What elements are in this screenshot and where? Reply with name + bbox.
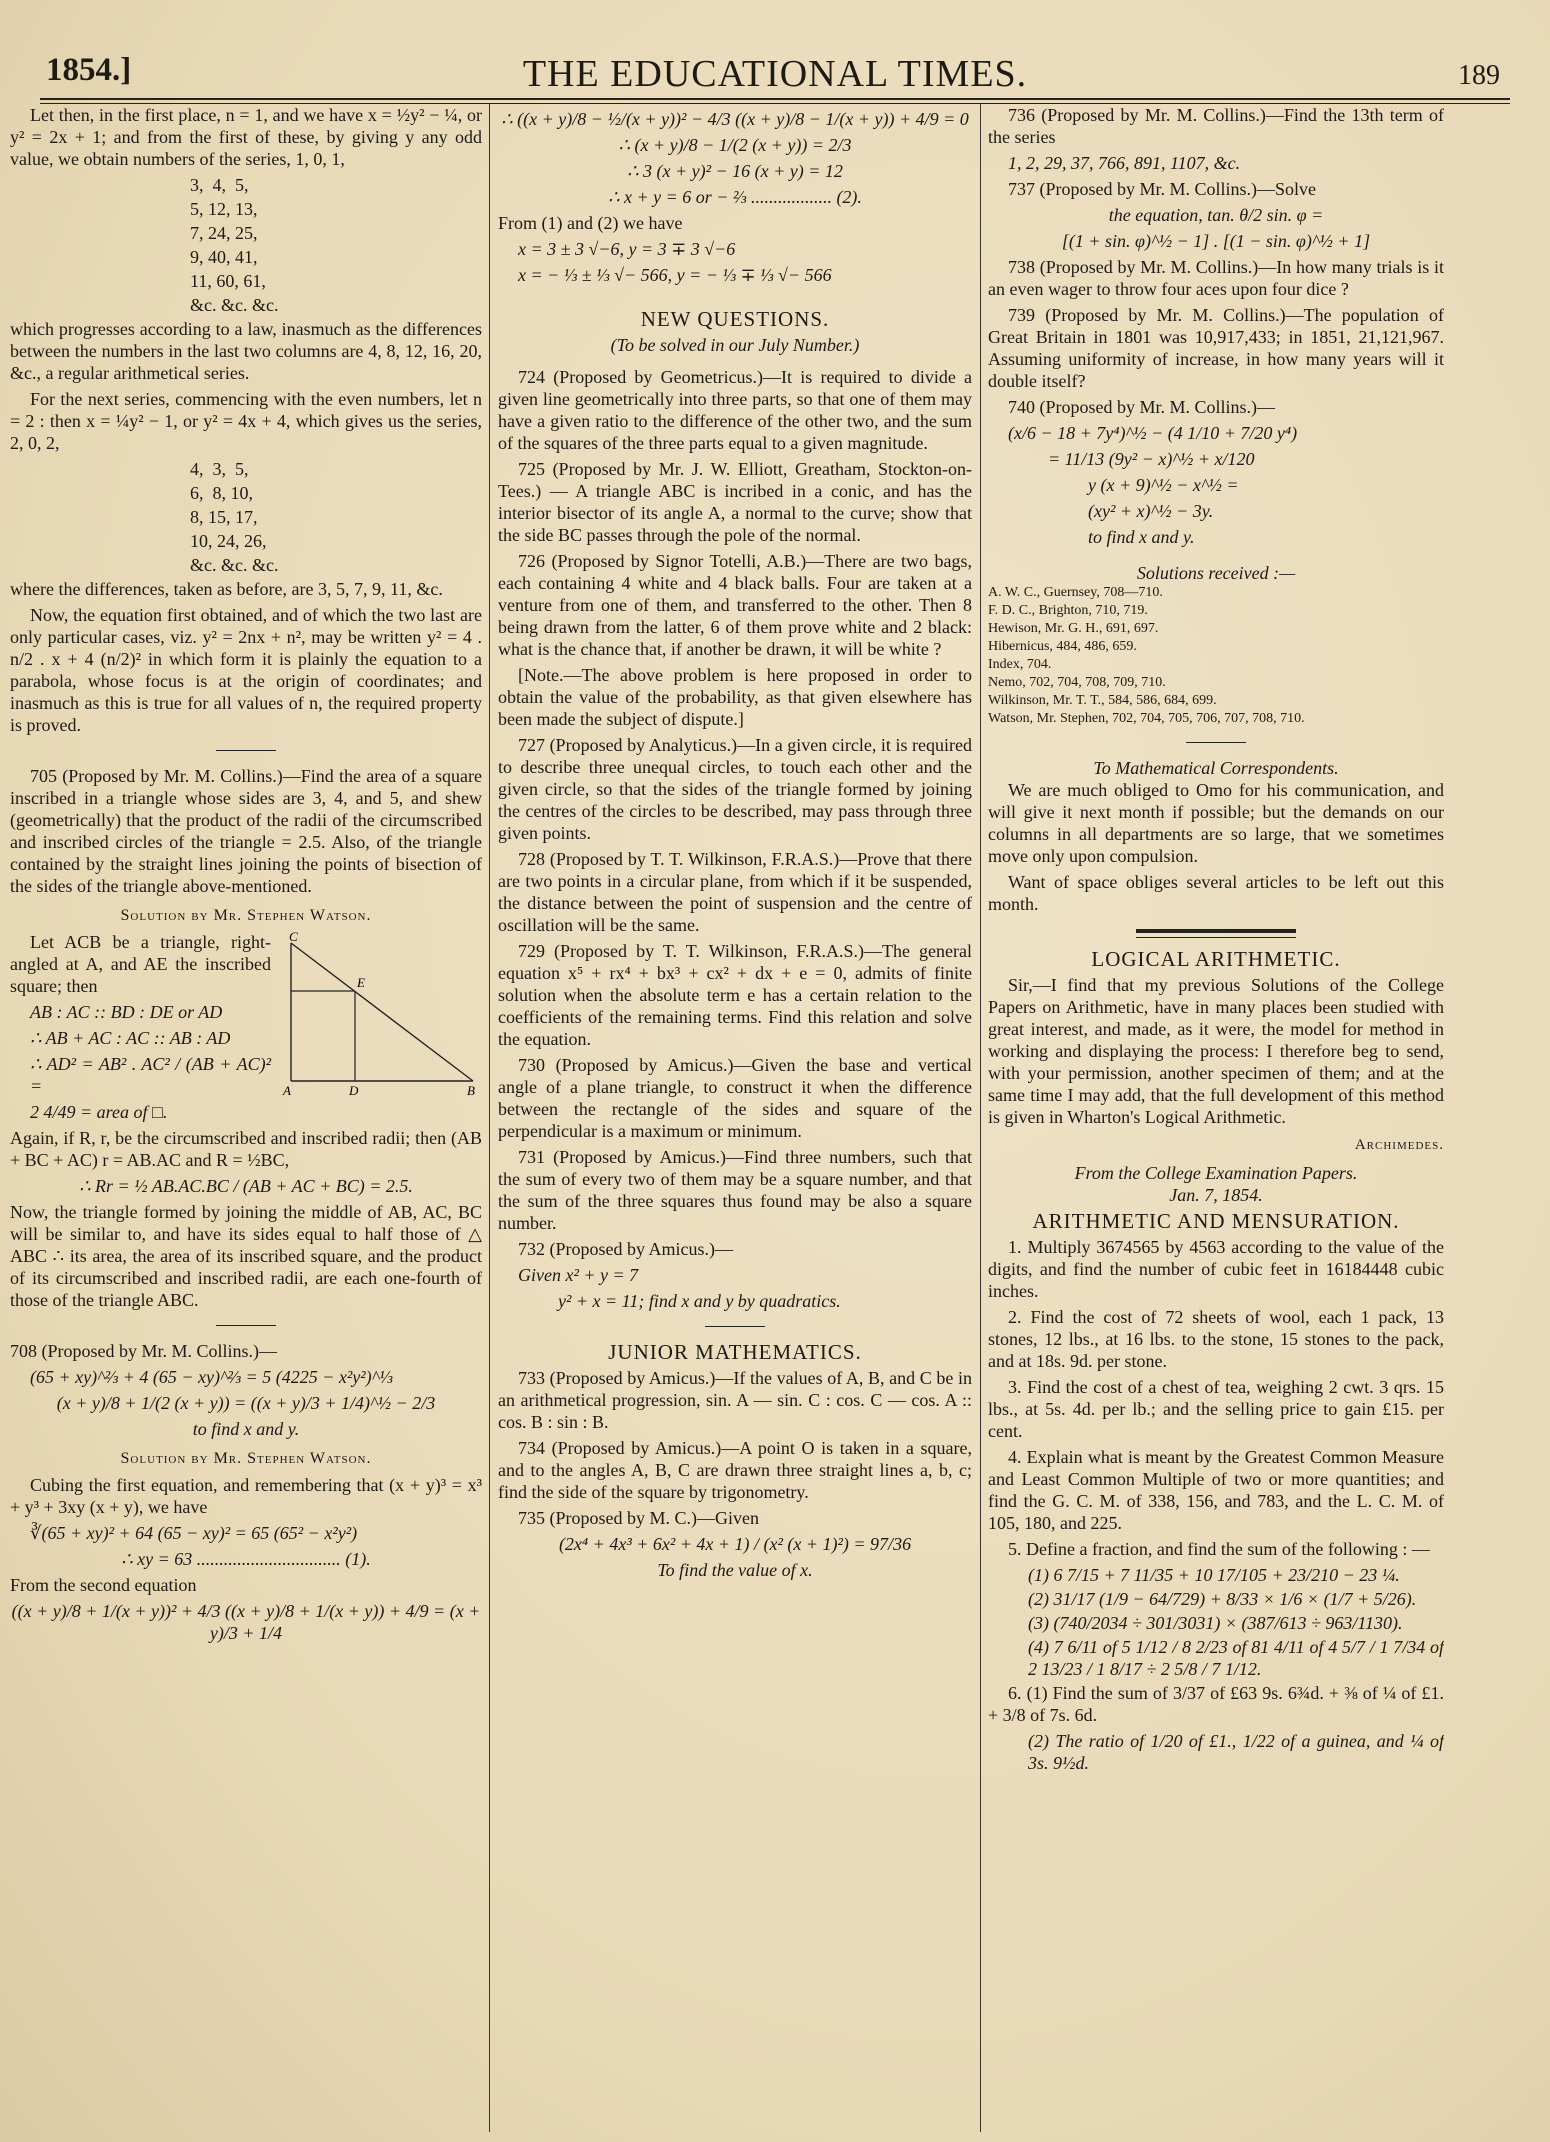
list-item: Hibernicus, 484, 486, 659.: [988, 639, 1137, 654]
equation: ∴ x + y = 6 or − ⅔ .................. (2).: [608, 187, 862, 207]
solution-heading: Solution by Mr. Stephen Watson.: [120, 1450, 372, 1467]
svg-text:A: A: [283, 1083, 291, 1098]
column-left: [10, 104, 482, 2134]
exam-subquestion: (1) 6 7/15 + 7 11/35 + 10 17/105 + 23/210 − 23 ¼.: [1028, 1565, 1400, 1585]
exam-question: 3. Find the cost of a chest of tea, weighing 2 cwt. 3 qrs. 15 lbs., at 5s. 4d. per lb.; and the selling price to gain £15. per cent.: [988, 1377, 1444, 1441]
divider: [216, 750, 276, 751]
svg-text:C: C: [289, 931, 298, 944]
exam-subquestion: (2) 31/17 (1/9 − 64/729) + 8/33 × 1/6 × (1/7 + 5/26).: [1028, 1589, 1417, 1609]
svg-text:B: B: [467, 1083, 475, 1098]
question-730: 730 (Proposed by Amicus.)—Given the base and vertical angle of a plane triangle, to construct it when the difference between the rectangle of the sides and square of the perpendicular is a maximum or minimum.: [498, 1055, 972, 1141]
series: 1, 2, 29, 37, 766, 891, 1107, &c.: [1008, 153, 1241, 173]
instruction: to find x and y.: [1088, 527, 1195, 547]
column-divider-right: [980, 104, 981, 2132]
equation: (xy² + x)^½ − 3y.: [1088, 501, 1214, 521]
question-708: 708 (Proposed by Mr. M. Collins.)—: [10, 1341, 278, 1361]
equation: ∴ AD² = AB² . AC² / (AB + AC)² =: [30, 1054, 271, 1096]
equation: the equation, tan. θ/2 sin. φ =: [1108, 205, 1324, 225]
column-middle: [498, 104, 972, 2134]
correspondents-heading: To Mathematical Correspondents.: [1093, 758, 1339, 778]
exam-subquestion: (3) (740/2034 ÷ 301/3031) × (387/613 ÷ 963/1130).: [1028, 1613, 1403, 1633]
equation: (65 + xy)^⅔ + 4 (65 − xy)^⅔ = 5 (4225 − x²y²)^⅓: [30, 1367, 393, 1387]
exam-question: 4. Explain what is meant by the Greatest Common Measure and Least Common Multiple of two or more quantities; and find the G. C. M. of 338, 156, and 783, and the L. C. M. of 105, 180, and 225.: [988, 1447, 1444, 1533]
equation: (x + y)/8 + 1/(2 (x + y)) = ((x + y)/3 + 1/4)^½ − 2/3: [56, 1393, 436, 1413]
paragraph: which progresses according to a law, inasmuch as the differences between the numbers in the last two columns are 4, 8, 12, 16, 20, &c., a regular arithmetical series.: [10, 319, 482, 383]
equation: x = − ⅓ ± ⅓ √− 566, y = − ⅓ ∓ ⅓ √− 566: [518, 265, 832, 285]
list-item: Watson, Mr. Stephen, 702, 704, 705, 706, 707, 708, 710.: [988, 711, 1305, 726]
divider: [705, 1326, 765, 1327]
exam-question: 1. Multiply 3674565 by 4563 according to the value of the digits, and find the number of cubic feet in 16184448 cubic inches.: [988, 1237, 1444, 1301]
equation: ∴ 3 (x + y)² − 16 (x + y) = 12: [627, 161, 843, 181]
signature: Archimedes.: [1354, 1137, 1444, 1153]
question-739: 739 (Proposed by Mr. M. Collins.)—The population of Great Britain in 1801 was 10,917,433; in 1851, 21,121,967. Assuming uniformity of increase, in how many years will it double itself?: [988, 305, 1444, 391]
column-divider-left: [489, 104, 490, 2132]
question-728: 728 (Proposed by T. T. Wilkinson, F.R.A.S.)—Prove that there are two points in a circular plane, from which if it be suspended, the distance between the point of suspension and the centre of oscillation will be the same.: [498, 849, 972, 935]
equation: y (x + 9)^½ − x^½ =: [1088, 475, 1239, 495]
page-number: 189: [1458, 60, 1500, 91]
paragraph: Now, the triangle formed by joining the middle of AB, AC, BC will be similar to, and have its sides equal to half those of △ ABC ∴ its area, the area of its inscribed square, and the product of its circumscribed and inscribed radii, are each one-fourth of those of the triangle ABC.: [10, 1202, 482, 1310]
question-733: 733 (Proposed by Amicus.)—If the values of A, B, and C be in an arithmetical progression, sin. A — sin. C : cos. C — cos. A :: cos. B : sin : B.: [498, 1368, 972, 1432]
triangle-diagram: [277, 931, 482, 1099]
question-734: 734 (Proposed by Amicus.)—A point O is taken in a square, and to the angles A, B, C are drawn three straight lines a, b, c; find the side of the square by trigonometry.: [498, 1438, 972, 1502]
instruction: To find the value of x.: [657, 1560, 813, 1580]
divider: [216, 1325, 276, 1326]
number-series: 4, 3, 5, 6, 8, 10, 8, 15, 17, 10, 24, 26, &c. &c. &c.: [190, 459, 279, 575]
exam-source: From the College Examination Papers.: [1074, 1163, 1358, 1183]
letter-body: Sir,—I find that my previous Solutions of the College Papers on Arithmetic, have in many places been studied with great interest, and made, as it were, the model for method in working and displaying the process: I therefore beg to send, with your permission, another specimen of them; and at the same time I may add, that the full development of this method is given in Wharton's Logical Arithmetic.: [988, 975, 1444, 1127]
list-item: Wilkinson, Mr. T. T., 584, 586, 684, 699.: [988, 693, 1217, 708]
equation: ∴ (x + y)/8 − 1/(2 (x + y)) = 2/3: [618, 135, 852, 155]
list-item: Nemo, 702, 704, 708, 709, 710.: [988, 675, 1166, 690]
paragraph: Want of space obliges several articles to be left out this month.: [988, 872, 1444, 914]
exam-question: 6. (1) Find the sum of 3/37 of £63 9s. 6¾d. + ⅜ of ¼ of £1. + 3/8 of 7s. 6d.: [988, 1683, 1444, 1725]
equation: ((x + y)/8 + 1/(x + y))² + 4/3 ((x + y)/8 + 1/(x + y)) + 4/9 = (x + y)/3 + 1/4: [11, 1601, 481, 1643]
list-item: Index, 704.: [988, 657, 1052, 672]
question-724: 724 (Proposed by Geometricus.)—It is required to divide a given line geometrically into three parts, so that one of them may have a given ratio to the difference of the other two, and the sum of the squares of the three parts equal to a given magnitude.: [498, 367, 972, 453]
section-title-junior: JUNIOR MATHEMATICS.: [608, 1340, 862, 1364]
exam-subquestion: (2) The ratio of 1/20 of £1., 1/22 of a guinea, and ¼ of 3s. 9½d.: [1028, 1731, 1444, 1773]
list-item: Hewison, Mr. G. H., 691, 697.: [988, 621, 1159, 636]
paragraph: For the next series, commencing with the even numbers, let n = 2 : then x = ¼y² − 1, or y² = 4x + 4, which gives us the series, 2, 0, 2,: [10, 389, 482, 453]
question-737: 737 (Proposed by Mr. M. Collins.)—Solve: [1008, 179, 1317, 199]
question-738: 738 (Proposed by Mr. M. Collins.)—In how many trials is it an even wager to throw four aces upon four dice ?: [988, 257, 1444, 299]
svg-text:D: D: [349, 1083, 359, 1098]
equation: ∴ AB + AC : AC :: AB : AD: [30, 1028, 231, 1048]
svg-text:E: E: [357, 975, 365, 990]
paragraph: From (1) and (2) we have: [498, 213, 683, 233]
exam-subquestion: (4) 7 6/11 of 5 1/12 / 8 2/23 of 81 4/11 of 4 5/7 / 1 7/34 of 2 13/23 / 1 8/17 ÷ 2 5/8 / 7 1/12.: [1028, 1637, 1444, 1679]
exam-question: 2. Find the cost of 72 sheets of wool, each 1 pack, 13 stones, 12 lbs., at 16 lbs. to the stone, 15 stones to the pack, and at 18s. 9d. per stone.: [988, 1307, 1444, 1371]
question-726: 726 (Proposed by Signor Totelli, A.B.)—There are two bags, each containing 4 white and 4 black balls. Four are taken at a venture from one of them, and transferred to the other. Then 8 being drawn from the latter, 6 of them prove white and 2 black: what is the chance that, if another be drawn, it will be white ?: [498, 551, 972, 659]
equation: ∴ Rr = ½ AB.AC.BC / (AB + AC + BC) = 2.5.: [79, 1176, 413, 1196]
list-item: F. D. C., Brighton, 710, 719.: [988, 603, 1148, 618]
exam-date: Jan. 7, 1854.: [1169, 1185, 1263, 1205]
question-731: 731 (Proposed by Amicus.)—Find three numbers, such that the sum of every two of them may be a square number, and that the sum of the three squares thus found may be also a square number.: [498, 1147, 972, 1233]
paragraph: Again, if R, r, be the circumscribed and inscribed radii; then (AB + BC + AC) r = AB.AC and R = ½BC,: [10, 1128, 482, 1170]
number-series: 3, 4, 5, 5, 12, 13, 7, 24, 25, 9, 40, 41, 11, 60, 61, &c. &c. &c.: [190, 175, 279, 315]
paragraph: Cubing the first equation, and remembering that (x + y)³ = x³ + y³ + 3xy (x + y), we have: [10, 1475, 482, 1517]
question-732: 732 (Proposed by Amicus.)—: [518, 1239, 733, 1259]
paragraph: Now, the equation first obtained, and of which the two last are only particular cases, viz. y² = 2nx + n², may be written y² = 4 . n/2 . x + 4 (n/2)² in which form it is plainly the equation to a parabola, whose focus is at the origin of coordinates; and inasmuch as this is true for all values of n, the required property is proved.: [10, 605, 482, 735]
question-705: 705 (Proposed by Mr. M. Collins.)—Find the area of a square inscribed in a triangle whose sides are 3, 4, and 5, and shew (geometrically) that the product of the radii of the circumscribed and inscribed circles of the triangle = 2.5. Also, of the triangle contained by the straight lines joining the points of bisection of the sides of the triangle above-mentioned.: [10, 766, 482, 896]
page-header: [40, 48, 1510, 98]
question-725: 725 (Proposed by Mr. J. W. Elliott, Greatham, Stockton-on-Tees.) — A triangle ABC is incribed in a conic, and has the interior bisector of its angle A, a normal to the curve; show that the side BC passes through the pole of the normal.: [498, 459, 972, 545]
question-727: 727 (Proposed by Analyticus.)—In a given circle, it is required to describe three unequal circles, to touch each other and the given circle, so that the sides of the triangle formed by joining the centres of the circles to be described, may pass through three given points.: [498, 735, 972, 843]
equation: (2x⁴ + 4x³ + 6x² + 4x + 1) / (x² (x + 1)²) = 97/36: [558, 1534, 912, 1554]
solutions-list: [988, 584, 1444, 728]
question-736: 736 (Proposed by Mr. M. Collins.)—Find the 13th term of the series: [988, 105, 1444, 147]
paragraph: Let then, in the first place, n = 1, and we have x = ½y² − ¼, or y² = 2x + 1; and from the first of these, by giving y any odd value, we obtain numbers of the series, 1, 0, 1,: [10, 105, 482, 169]
list-item: A. W. C., Guernsey, 708—710.: [988, 585, 1163, 600]
section-title-logical-arithmetic: LOGICAL ARITHMETIC.: [1091, 947, 1341, 971]
equation: ∴ ((x + y)/8 − ½/(x + y))² − 4/3 ((x + y)/8 − 1/(x + y)) + 4/9 = 0: [501, 109, 969, 129]
question-735: 735 (Proposed by M. C.)—Given: [518, 1508, 759, 1528]
equation: (x/6 − 18 + 7y⁴)^½ − (4 1/10 + 7/20 y⁴): [1008, 423, 1298, 443]
paragraph: We are much obliged to Omo for his communication, and will give it next month if possible; but the demands on our columns in all departments are so large, that we sometimes move only upon compulsion.: [988, 780, 1444, 866]
question-729: 729 (Proposed by T. T. Wilkinson, F.R.A.S.)—The general equation x⁵ + rx⁴ + bx³ + cx² + dx + e = 0, admits of finite solution when the absolute term e has a certain relation to the coefficients of the remaining terms. Find this relation and solve the equation.: [498, 941, 972, 1049]
equation: = 11/13 (9y² − x)^½ + x/120: [1048, 449, 1255, 469]
question-740: 740 (Proposed by Mr. M. Collins.)—: [1008, 397, 1276, 417]
equation: y² + x = 11; find x and y by quadratics.: [558, 1291, 841, 1311]
section-subtitle: (To be solved in our July Number.): [610, 335, 860, 355]
equation: AB : AC :: BD : DE or AD: [30, 1002, 223, 1022]
paragraph: From the second equation: [10, 1575, 197, 1595]
paragraph: where the differences, taken as before, are 3, 5, 7, 9, 11, &c.: [10, 579, 443, 599]
equation: x = 3 ± 3 √−6, y = 3 ∓ 3 √−6: [518, 239, 736, 259]
issue-year: 1854.]: [46, 52, 132, 88]
column-right: [988, 104, 1444, 2134]
double-rule-thin: [1136, 937, 1296, 938]
solution-heading: Solution by Mr. Stephen Watson.: [120, 907, 372, 924]
solutions-heading: Solutions received :—: [1136, 563, 1296, 583]
exam-question: 5. Define a fraction, and find the sum of the following : —: [1008, 1539, 1430, 1559]
paragraph: Let ACB be a triangle, right-angled at A, and AE the inscribed square; then: [10, 932, 271, 996]
instruction: to find x and y.: [192, 1419, 300, 1439]
equation: Given x² + y = 7: [518, 1265, 639, 1285]
double-rule: [1136, 929, 1296, 933]
equation: [(1 + sin. φ)^½ − 1] . [(1 − sin. φ)^½ + 1]: [1061, 231, 1371, 251]
equation: 2 4/49 = area of □.: [30, 1102, 168, 1122]
section-title-new-questions: NEW QUESTIONS.: [640, 307, 830, 331]
masthead-title: THE EDUCATIONAL TIMES.: [522, 53, 1028, 95]
note: [Note.—The above problem is here proposed in order to obtain the value of the probability, as that given elsewhere has been made the subject of dispute.]: [498, 665, 972, 729]
section-title-arithmetic: ARITHMETIC AND MENSURATION.: [1032, 1209, 1400, 1233]
header-rule: [40, 98, 1510, 100]
equation: ∴ xy = 63 ................................ (1).: [121, 1549, 371, 1569]
divider: [1186, 742, 1246, 743]
equation: ∛(65 + xy)² + 64 (65 − xy)² = 65 (65² − x²y²): [30, 1523, 358, 1543]
